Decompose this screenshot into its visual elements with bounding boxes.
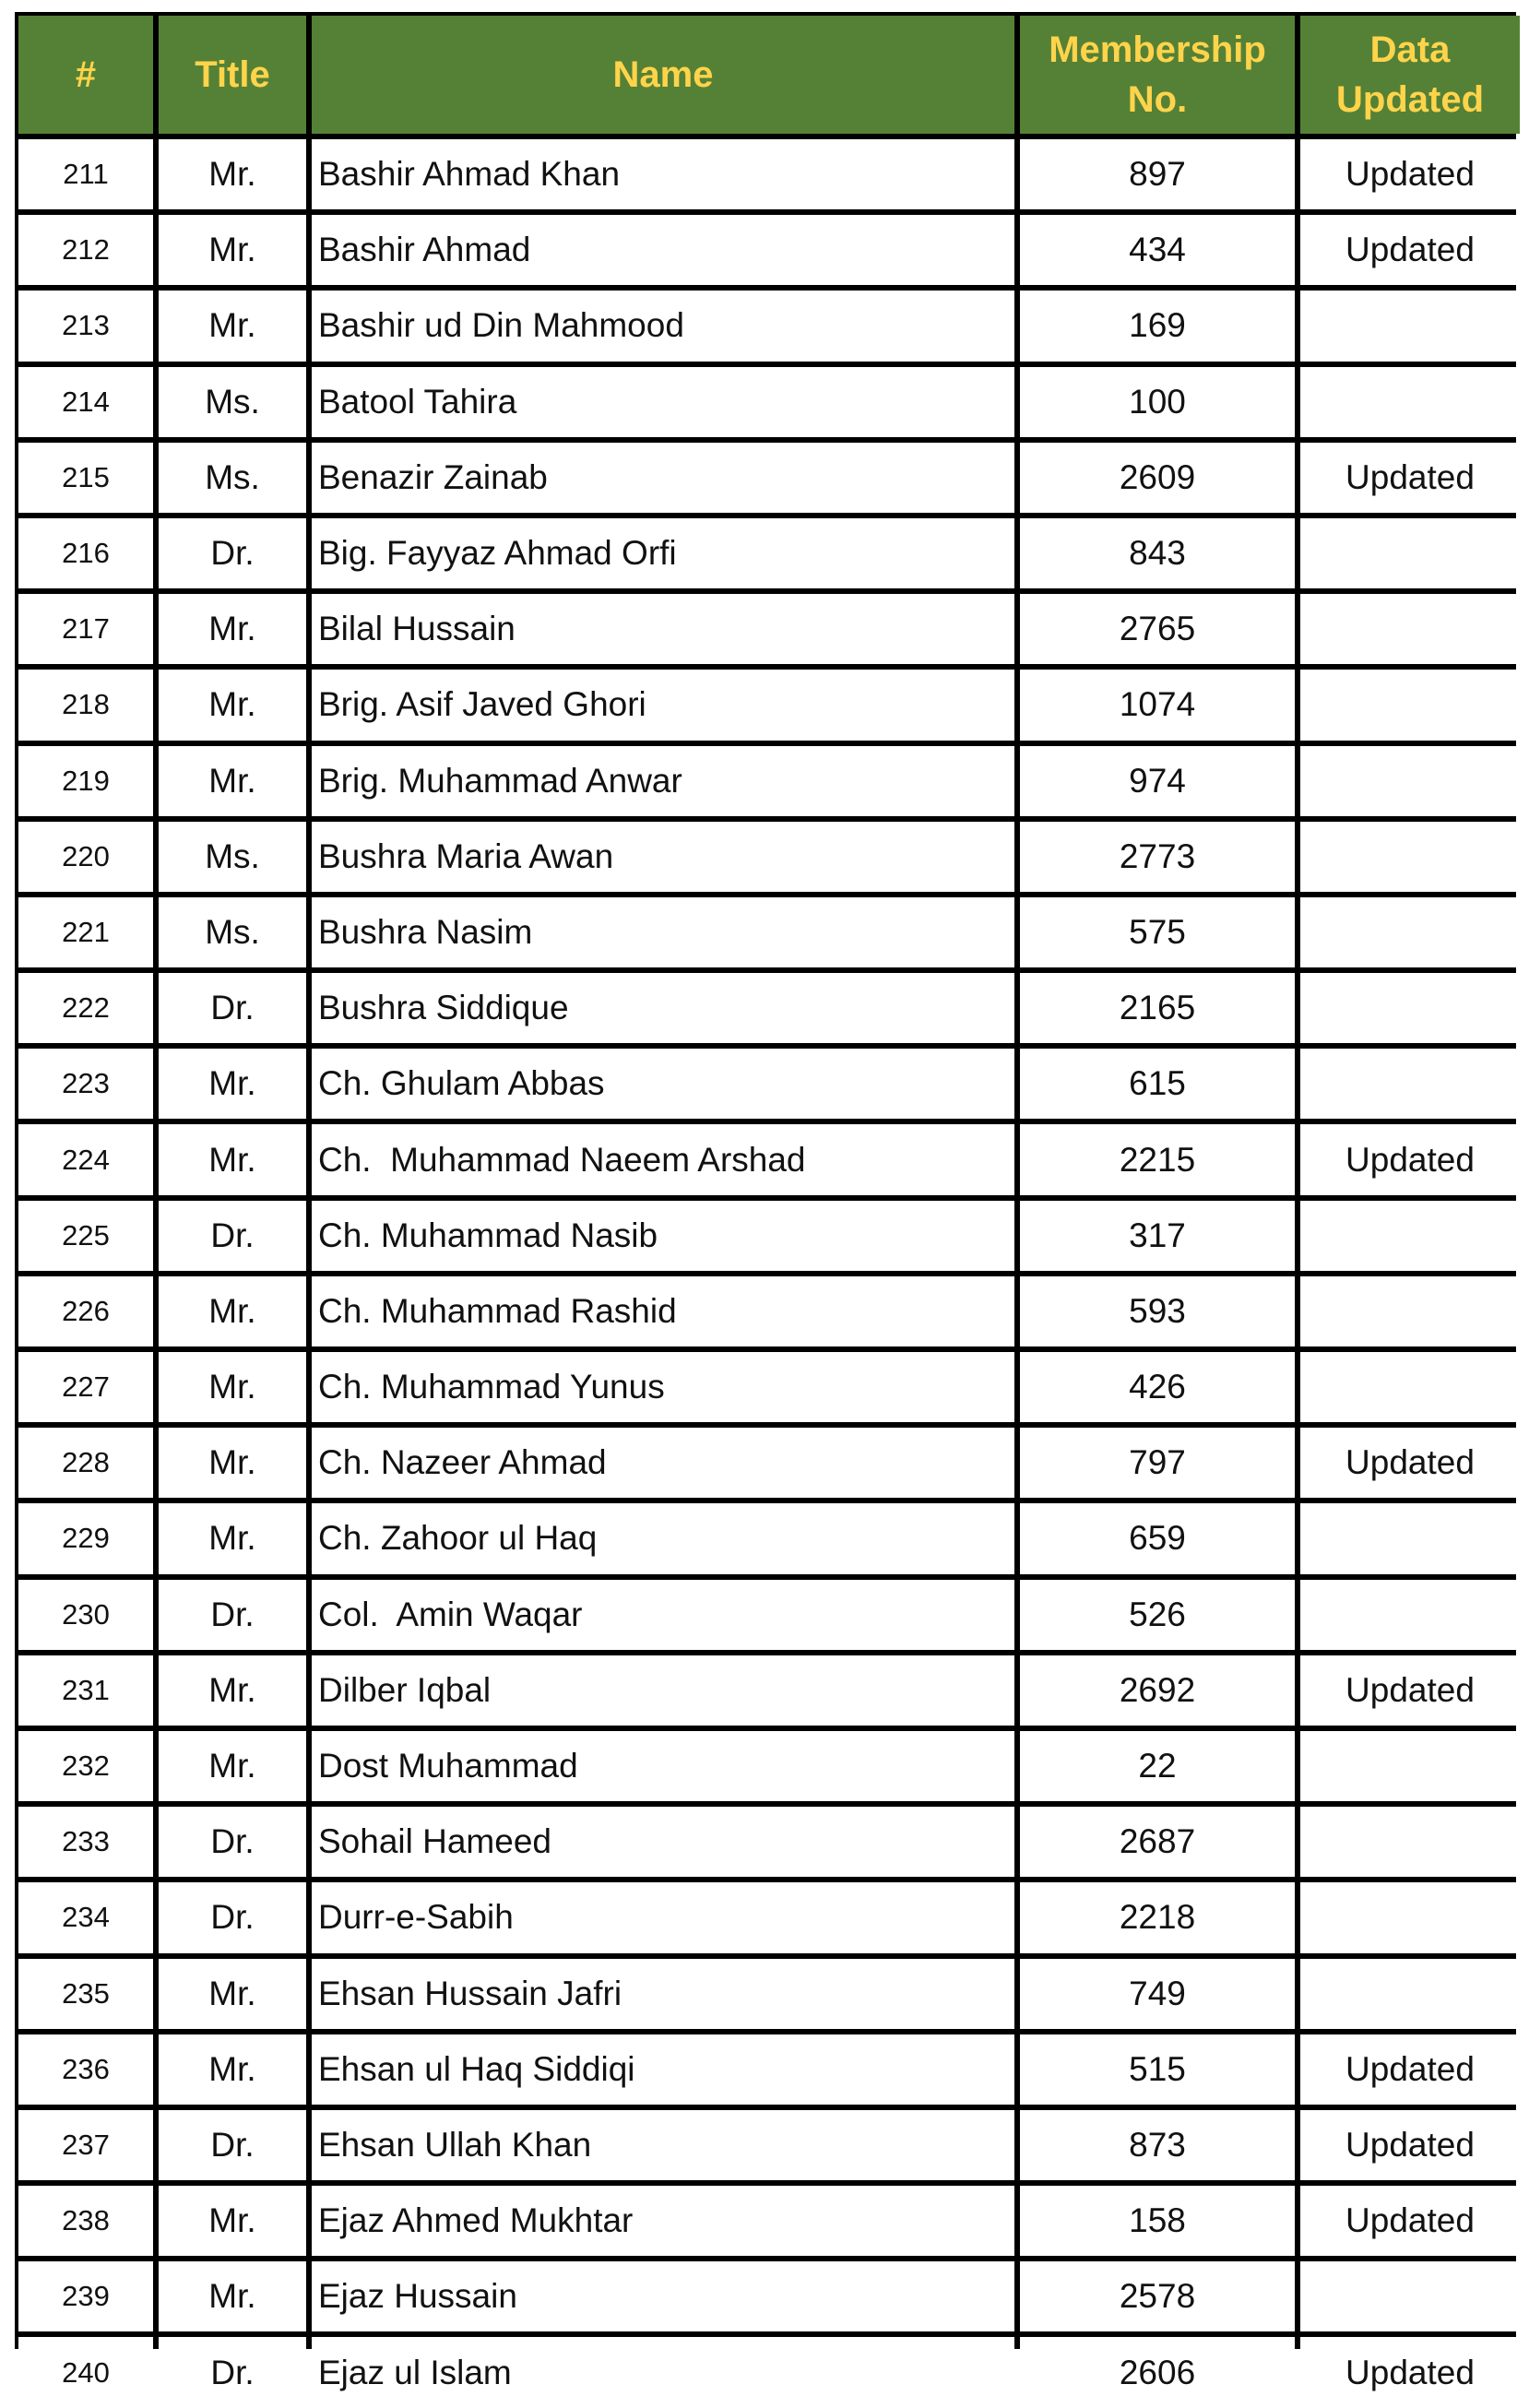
cell-membership-no: 1074 [1020,670,1295,740]
cell-membership-no: 2692 [1020,1655,1295,1726]
cell-num: 213 [18,291,153,361]
cell-title: Dr. [159,1201,306,1271]
cell-membership-no: 659 [1020,1503,1295,1573]
cell-title: Mr. [159,2261,306,2331]
cell-title: Mr. [159,746,306,816]
cell-data-updated: Updated [1300,2186,1520,2256]
cell-num: 214 [18,367,153,437]
cell-name: Brig. Muhammad Anwar [312,746,1014,816]
membership-table [15,12,1516,2391]
cell-membership-no: 2218 [1020,1882,1295,1952]
cell-num: 234 [18,1882,153,1952]
cell-name: Ch. Muhammad Naeem Arshad [312,1124,1014,1194]
cell-num: 221 [18,897,153,967]
cell-data-updated: Updated [1300,1428,1520,1498]
cell-num: 230 [18,1580,153,1650]
cell-data-updated [1300,1580,1520,1650]
cell-membership-no: 158 [1020,2186,1295,2256]
cell-title: Mr. [159,2034,306,2105]
cell-data-updated [1300,594,1520,664]
cell-data-updated [1300,291,1520,361]
cell-data-updated: Updated [1300,215,1520,285]
cell-num: 228 [18,1428,153,1498]
cell-membership-no: 2165 [1020,973,1295,1043]
cell-name: Durr-e-Sabih [312,1882,1014,1952]
cell-membership-no: 515 [1020,2034,1295,2105]
cell-data-updated [1300,746,1520,816]
cell-title: Ms. [159,822,306,892]
cell-num: 215 [18,443,153,513]
cell-num: 219 [18,746,153,816]
cell-membership-no: 2687 [1020,1807,1295,1877]
cell-num: 224 [18,1124,153,1194]
cell-data-updated [1300,822,1520,892]
cell-title: Mr. [159,215,306,285]
header-membership [1020,16,1295,134]
cell-title: Mr. [159,291,306,361]
cell-data-updated: Updated [1300,2110,1520,2180]
cell-membership-no: 2773 [1020,822,1295,892]
cell-data-updated [1300,1807,1520,1877]
cell-data-updated [1300,1882,1520,1952]
cell-membership-no: 593 [1020,1276,1295,1346]
cell-name: Ehsan ul Haq Siddiqi [312,2034,1014,2105]
cell-title: Mr. [159,1731,306,1801]
cell-num: 235 [18,1959,153,2029]
cell-membership-no: 169 [1020,291,1295,361]
cell-data-updated [1300,1276,1520,1346]
cell-name: Ch. Zahoor ul Haq [312,1503,1014,1573]
cell-membership-no: 526 [1020,1580,1295,1650]
cell-title: Mr. [159,1276,306,1346]
cell-membership-no: 873 [1020,2110,1295,2180]
header-updated-line1: Data [1369,30,1451,70]
cell-data-updated: Updated [1300,2034,1520,2105]
cell-data-updated: Updated [1300,2337,1520,2407]
cell-name: Ehsan Ullah Khan [312,2110,1014,2180]
cell-name: Ejaz ul Islam [312,2337,1014,2407]
cell-title: Dr. [159,518,306,588]
cell-name: Ch. Ghulam Abbas [312,1049,1014,1119]
header-num [18,16,153,134]
cell-name: Dilber Iqbal [312,1655,1014,1726]
cell-name: Ehsan Hussain Jafri [312,1959,1014,2029]
cell-membership-no: 797 [1020,1428,1295,1498]
cell-membership-no: 2609 [1020,443,1295,513]
cell-name: Brig. Asif Javed Ghori [312,670,1014,740]
cell-num: 232 [18,1731,153,1801]
cell-membership-no: 2578 [1020,2261,1295,2331]
cell-membership-no: 575 [1020,897,1295,967]
cell-name: Bushra Siddique [312,973,1014,1043]
cell-name: Ch. Muhammad Nasib [312,1201,1014,1271]
header-updated-line2: Updated [1336,79,1484,120]
cell-data-updated [1300,973,1520,1043]
cell-data-updated [1300,1049,1520,1119]
cell-data-updated [1300,1201,1520,1271]
cell-data-updated [1300,367,1520,437]
cell-name: Ch. Muhammad Yunus [312,1352,1014,1422]
cell-membership-no: 22 [1020,1731,1295,1801]
cell-name: Bashir Ahmad Khan [312,139,1014,209]
cell-num: 220 [18,822,153,892]
cell-membership-no: 974 [1020,746,1295,816]
cell-name: Bilal Hussain [312,594,1014,664]
cell-title: Mr. [159,2186,306,2256]
cell-title: Mr. [159,1503,306,1573]
cell-title: Dr. [159,1580,306,1650]
cell-membership-no: 2765 [1020,594,1295,664]
cell-membership-no: 2215 [1020,1124,1295,1194]
cell-membership-no: 749 [1020,1959,1295,2029]
header-name [312,16,1014,134]
cell-data-updated [1300,1959,1520,2029]
cell-num: 216 [18,518,153,588]
cell-title: Mr. [159,1655,306,1726]
cell-data-updated [1300,1731,1520,1801]
cell-title: Mr. [159,1049,306,1119]
cell-num: 233 [18,1807,153,1877]
cell-num: 226 [18,1276,153,1346]
cell-num: 217 [18,594,153,664]
cell-num: 225 [18,1201,153,1271]
cell-membership-no: 2606 [1020,2337,1295,2407]
cell-name: Benazir Zainab [312,443,1014,513]
cell-num: 218 [18,670,153,740]
cell-title: Ms. [159,367,306,437]
cell-num: 238 [18,2186,153,2256]
cell-data-updated: Updated [1300,1655,1520,1726]
cell-membership-no: 434 [1020,215,1295,285]
cell-name: Bashir Ahmad [312,215,1014,285]
cell-data-updated [1300,1352,1520,1422]
cell-name: Big. Fayyaz Ahmad Orfi [312,518,1014,588]
cell-num: 222 [18,973,153,1043]
header-membership-line2: No. [1127,79,1188,120]
cell-num: 236 [18,2034,153,2105]
cell-membership-no: 897 [1020,139,1295,209]
cell-title: Mr. [159,1959,306,2029]
cell-membership-no: 426 [1020,1352,1295,1422]
cell-title: Mr. [159,1428,306,1498]
header-name-label: Name [612,54,714,95]
cell-data-updated [1300,1503,1520,1573]
cell-num: 223 [18,1049,153,1119]
cell-num: 212 [18,215,153,285]
cell-membership-no: 317 [1020,1201,1295,1271]
header-membership-line1: Membership [1049,30,1266,70]
cell-data-updated: Updated [1300,1124,1520,1194]
cell-title: Ms. [159,443,306,513]
cell-num: 211 [18,139,153,209]
cell-membership-no: 843 [1020,518,1295,588]
cell-name: Bushra Nasim [312,897,1014,967]
cell-data-updated: Updated [1300,443,1520,513]
header-num-label: # [75,54,97,95]
cell-name: Bashir ud Din Mahmood [312,291,1014,361]
cell-data-updated [1300,670,1520,740]
cell-data-updated: Updated [1300,139,1520,209]
cell-title: Dr. [159,973,306,1043]
cell-name: Ch. Nazeer Ahmad [312,1428,1014,1498]
cell-num: 237 [18,2110,153,2180]
cell-name: Batool Tahira [312,367,1014,437]
cell-name: Col. Amin Waqar [312,1580,1014,1650]
cell-name: Ejaz Hussain [312,2261,1014,2331]
cell-num: 240 [18,2337,153,2407]
cell-title: Mr. [159,594,306,664]
cell-num: 227 [18,1352,153,1422]
cell-title: Ms. [159,897,306,967]
cell-title: Dr. [159,2110,306,2180]
cell-title: Mr. [159,139,306,209]
cell-num: 229 [18,1503,153,1573]
cell-data-updated [1300,518,1520,588]
cell-title: Dr. [159,1882,306,1952]
cell-num: 231 [18,1655,153,1726]
cell-name: Dost Muhammad [312,1731,1014,1801]
cell-title: Dr. [159,1807,306,1877]
cell-num: 239 [18,2261,153,2331]
cell-title: Dr. [159,2337,306,2407]
cell-name: Ch. Muhammad Rashid [312,1276,1014,1346]
cell-name: Bushra Maria Awan [312,822,1014,892]
cell-title: Mr. [159,670,306,740]
cell-name: Sohail Hameed [312,1807,1014,1877]
header-data-updated [1300,16,1520,134]
cell-membership-no: 615 [1020,1049,1295,1119]
header-title [159,16,306,134]
cell-title: Mr. [159,1124,306,1194]
cell-data-updated [1300,2261,1520,2331]
cell-membership-no: 100 [1020,367,1295,437]
cell-data-updated [1300,897,1520,967]
cell-title: Mr. [159,1352,306,1422]
cell-name: Ejaz Ahmed Mukhtar [312,2186,1014,2256]
header-title-label: Title [195,54,270,95]
